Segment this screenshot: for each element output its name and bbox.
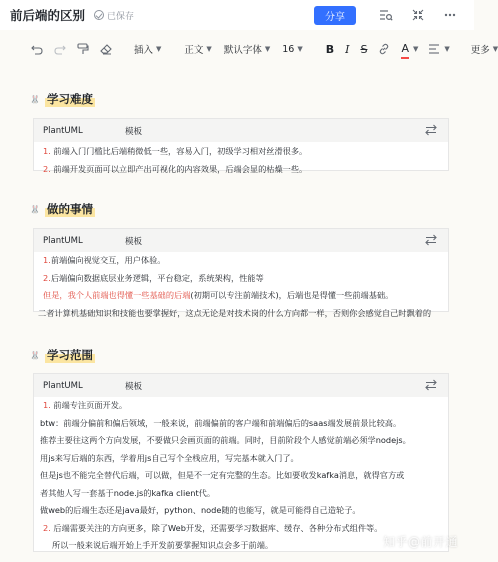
insert-dropdown[interactable] <box>134 39 161 59</box>
code-block-header <box>34 374 448 397</box>
chevron-down-icon: ▼ <box>297 45 303 53</box>
code-line-text <box>43 143 307 161</box>
text-color-icon[interactable]: A <box>401 39 409 59</box>
line-content: 前端入门门槛比后端稍微低一些，容易入门，初级学习相对丝滑很多。 <box>53 146 308 156</box>
watermark-text: 知乎@前开通 <box>382 535 458 549</box>
bold-icon[interactable]: B <box>325 42 335 56</box>
format-painter-icon[interactable] <box>77 39 89 59</box>
line-number: 1. <box>43 146 54 156</box>
line-content: 后端偏向数据底层业务逻辑，平台稳定，系统架构，性能等 <box>50 272 264 283</box>
emoji-icon: 🐰 <box>30 204 40 214</box>
collapse-icon[interactable] <box>410 7 426 23</box>
code-line <box>34 252 448 270</box>
emoji-icon: 🐰 <box>30 94 40 104</box>
template-selector[interactable]: 模板 <box>125 236 143 247</box>
chevron-down-icon: ▼ <box>492 45 498 53</box>
code-line-text: 所以一般来说后端开始上手开发前要掌握知识点会多于前端。 <box>52 540 274 550</box>
italic-icon[interactable]: I <box>345 42 350 56</box>
language-selector[interactable]: PlantUML <box>43 380 83 391</box>
code-block[interactable] <box>33 373 449 552</box>
line-content: 前端专注页面开发。 <box>53 400 128 410</box>
swap-icon[interactable] <box>424 123 438 137</box>
code-block[interactable] <box>33 228 449 318</box>
section-title[interactable]: 学习范围 <box>46 348 93 362</box>
redo-icon[interactable] <box>54 39 66 59</box>
emoji-icon: 🐰 <box>30 350 40 360</box>
code-block-header <box>34 229 448 252</box>
code-line <box>34 450 448 468</box>
code-line-text-highlight: 但是，我个人前端也得懂一些基础的后端 <box>43 290 191 300</box>
code-line-text: 用js来写后端的东西，学着用js自己写个全栈应用，写完基本就入门了。 <box>40 452 299 463</box>
code-line <box>34 432 448 450</box>
undo-icon[interactable] <box>31 39 43 59</box>
code-line-text <box>43 397 127 415</box>
code-line-text: 但是js也不能完全替代后端，可以做，但是不一定有完整的生态。比如要收发kafka消息，就得官方或 <box>40 470 405 480</box>
more-icon[interactable] <box>442 7 458 23</box>
top-bar <box>0 0 474 30</box>
code-line <box>34 502 448 520</box>
text-color-caret[interactable]: ▼ <box>412 45 419 53</box>
saved-check-icon <box>94 10 104 20</box>
code-line <box>34 467 448 485</box>
paragraph-style-label: 正文 <box>184 45 204 56</box>
saved-status-label: 已保存 <box>107 11 135 22</box>
saved-status <box>94 9 134 22</box>
insert-label: 插入 <box>134 45 154 56</box>
code-line-text: 者其他人写一套基于node.js的kafka client代。 <box>40 487 216 498</box>
code-line-text <box>43 161 307 179</box>
code-line <box>34 287 448 305</box>
section-title[interactable]: 做的事情 <box>46 202 93 216</box>
code-line <box>34 142 448 161</box>
code-line <box>34 270 448 288</box>
chevron-down-icon: ▼ <box>264 45 271 53</box>
paragraph-style-dropdown[interactable] <box>184 39 211 59</box>
code-block-header <box>34 119 448 142</box>
code-line-text: btw：前端分偏前和偏后领域，一般来说，前端偏前的客户端和前端偏后的saas端发展前景比较高。 <box>40 417 402 428</box>
line-number: 2. <box>43 522 54 533</box>
more-label: 更多 <box>470 45 490 56</box>
align-icon[interactable] <box>428 39 440 59</box>
format-toolbar <box>0 38 498 60</box>
swap-icon[interactable] <box>424 378 438 392</box>
font-family-label: 默认字体 <box>223 45 262 56</box>
font-size-dropdown[interactable] <box>282 39 302 59</box>
code-line <box>34 415 448 433</box>
line-number: 1. <box>43 400 54 410</box>
section-heading <box>30 91 95 107</box>
code-line <box>34 397 448 415</box>
chevron-down-icon: ▼ <box>206 45 212 53</box>
code-line-text <box>43 520 382 538</box>
line-number: 2. <box>43 163 54 174</box>
align-caret[interactable]: ▼ <box>444 45 450 53</box>
link-icon[interactable] <box>378 39 390 59</box>
code-line-text: 做web的后端生态还是java最好，python、node随的也能写，就是可能得自己造轮子。 <box>40 505 361 515</box>
line-content: 前端偏向视觉交互，用户体验。 <box>50 255 166 265</box>
line-number: 2. <box>43 272 51 283</box>
font-size-label: 16 <box>282 43 295 55</box>
font-family-dropdown[interactable] <box>224 39 270 59</box>
clear-format-icon[interactable] <box>100 39 112 59</box>
strikethrough-icon[interactable]: S <box>360 42 368 56</box>
search-replace-icon[interactable] <box>378 7 394 23</box>
section-heading <box>30 201 95 217</box>
line-number: 1. <box>43 255 51 265</box>
chevron-down-icon: ▼ <box>156 45 162 53</box>
code-line <box>34 161 448 179</box>
doc-title[interactable]: 前后端的区别 <box>10 8 86 23</box>
code-line-text <box>43 252 165 270</box>
more-dropdown[interactable] <box>471 39 498 59</box>
code-line-text: 二者计算机基础知识和技能也要掌握好，这点无论是对技术岗的什么方向都一样，否则你会感觉自己时飘着的 <box>38 307 432 318</box>
code-block[interactable] <box>33 118 449 174</box>
section-title[interactable]: 学习难度 <box>46 92 93 106</box>
section-heading <box>30 347 95 363</box>
share-button[interactable]: 分享 <box>314 6 356 25</box>
template-selector[interactable]: 模板 <box>125 381 143 392</box>
code-line <box>34 305 448 323</box>
line-content: 前端开发页面可以立即产出可视化的内容效果，后端会显的枯燥一些。 <box>53 163 308 174</box>
template-selector[interactable]: 模板 <box>125 126 143 137</box>
code-line-text: (初期可以专注前端技术)，后端也是得懂一些前端基础。 <box>190 290 394 300</box>
code-line-text <box>43 270 264 288</box>
swap-icon[interactable] <box>424 233 438 247</box>
language-selector[interactable]: PlantUML <box>43 235 83 246</box>
code-line <box>34 485 448 503</box>
line-content: 后端需要关注的方向更多，除了Web开发，还需要学习数据库、缓存、各种分布式组件等。 <box>53 522 383 533</box>
code-line-text: 推荐主要往这两个方向发展，不要做只会画页面的前端。同时，目前阶段个人感觉前端必须学nodejs。 <box>40 435 411 445</box>
language-selector[interactable]: PlantUML <box>43 125 83 136</box>
